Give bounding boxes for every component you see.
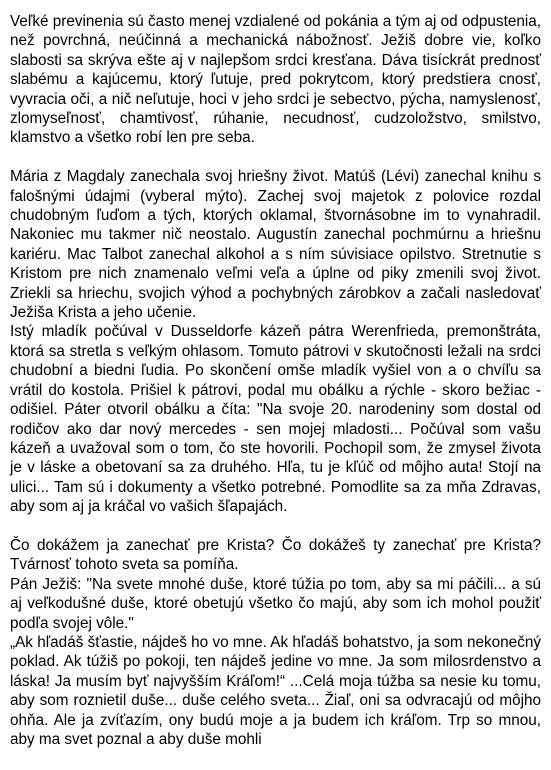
paragraph-young-man-story: Istý mladík počúval v Dusseldorfe kázeň pátra Werenfrieda, premonštráta, ktorá sa stretla s veľkým ohlasom. Tomuto pátrovi v skutočnosti ležali na srdci chudobní a biedni ľudia. Po skončení omše mladík vyšiel von a o chvíľu sa vrátil do kostola. Prišiel k pátrovi, podal mu obálku a rýchle - skoro bežiac - odišiel. Páter otvoril obálku a číta: "Na svoje 20. narodeniny som dostal od rodičov ako dar nový mercedes - sen mojej mladosti... Počúval som vašu kázeň a uvažoval som o tom, čo ste hovorili. Pochopil som, že zmysel života je v láske a obetovaní sa za druhého. Hľa, tu je kľúč od môjho auta! Stojí na ulici... Tam sú i dokumenty a všetko potrebné. Pomodlite sa za mňa Zdravas, aby som aj ja kráčal vo vašich šľapajách.: [10, 323, 541, 516]
paragraph-question: Čo dokážem ja zanechať pre Krista? Čo dokážeš ty zanechať pre Krista? Tvárnosť tohoto sveta sa pomíňa.: [10, 536, 541, 574]
paragraph-spacer: [10, 517, 541, 536]
document-body: [10, 12, 541, 749]
paragraph-jesus-quote: Pán Ježiš: "Na svete mnohé duše, ktoré túžia po tom, aby sa mi páčili... a sú aj veľkodušné duše, ktoré obetujú všetko čo majú, aby som ich mohol použiť podľa svojej vôle.": [10, 575, 541, 632]
paragraph-conversions: Mária z Magdaly zanechala svoj hriešny život. Matúš (Lévi) zanechal knihu s falošnými údajmi (vyberal mýto). Zachej svoj majetok z polovice rozdal chudobným ľuďom a tých, ktorých oklamal, štvornásobne im to vynahradil. Nakoniec mu takmer nič neostalo. Augustín zanechal pochmúrnu a hriešnu kariéru. Mac Talbot zanechal alkohol a s ním súvisiace opilstvo. Stretnutie s Kristom pre nich znamenalo veľmi veľa a úplne od piky zmenili svoj život. Zriekli sa hriechu, svojich výhod a pochybných zárobkov a začali nasledovať Ježiša Krista a jeho učenie.: [10, 168, 541, 322]
paragraph-happiness-quote: „Ak hľadáš šťastie, nájdeš ho vo mne. Ak hľadáš bohatstvo, ja som nekonečný poklad. Ak túžiš po pokoji, ten nájdeš jedine vo mne. Ja som milosrdenstvo a láska! Ja musím byť najvyšším Kráľom!“ ...Celá moja túžba sa nesie ku tomu, aby som roznietil duše... duše celého sveta... Žiaľ, oni sa odvracajú od môjho ohňa. Ale ja zvíťazím, ony budú moje a ja budem ich kráľom. Trp so mnou, aby ma svet poznal a aby duše mohli: [10, 633, 541, 748]
paragraph-grave-sins: Veľké previnenia sú často menej vzdialené od pokánia a tým aj od odpustenia, než povrchná, neúčinná a mechanická nábožnosť. Ježiš dobre vie, koľko slabosti sa skrýva ešte aj v najlepšom srdci kresťana. Dáva tisíckrát prednosť slabému a kajúcemu, ktorý ľutuje, pred pokrytcom, ktorý predstiera cnosť, vyvracia oči, a nič neľutuje, hoci v jeho srdci je sebectvo, pýcha, namyslenosť, zlomyseľnosť, chamtivosť, rúhanie, necudnosť, cudzoložstvo, smilstvo, klamstvo a všetko robí len pre seba.: [10, 13, 541, 147]
paragraph-spacer: [10, 148, 541, 167]
